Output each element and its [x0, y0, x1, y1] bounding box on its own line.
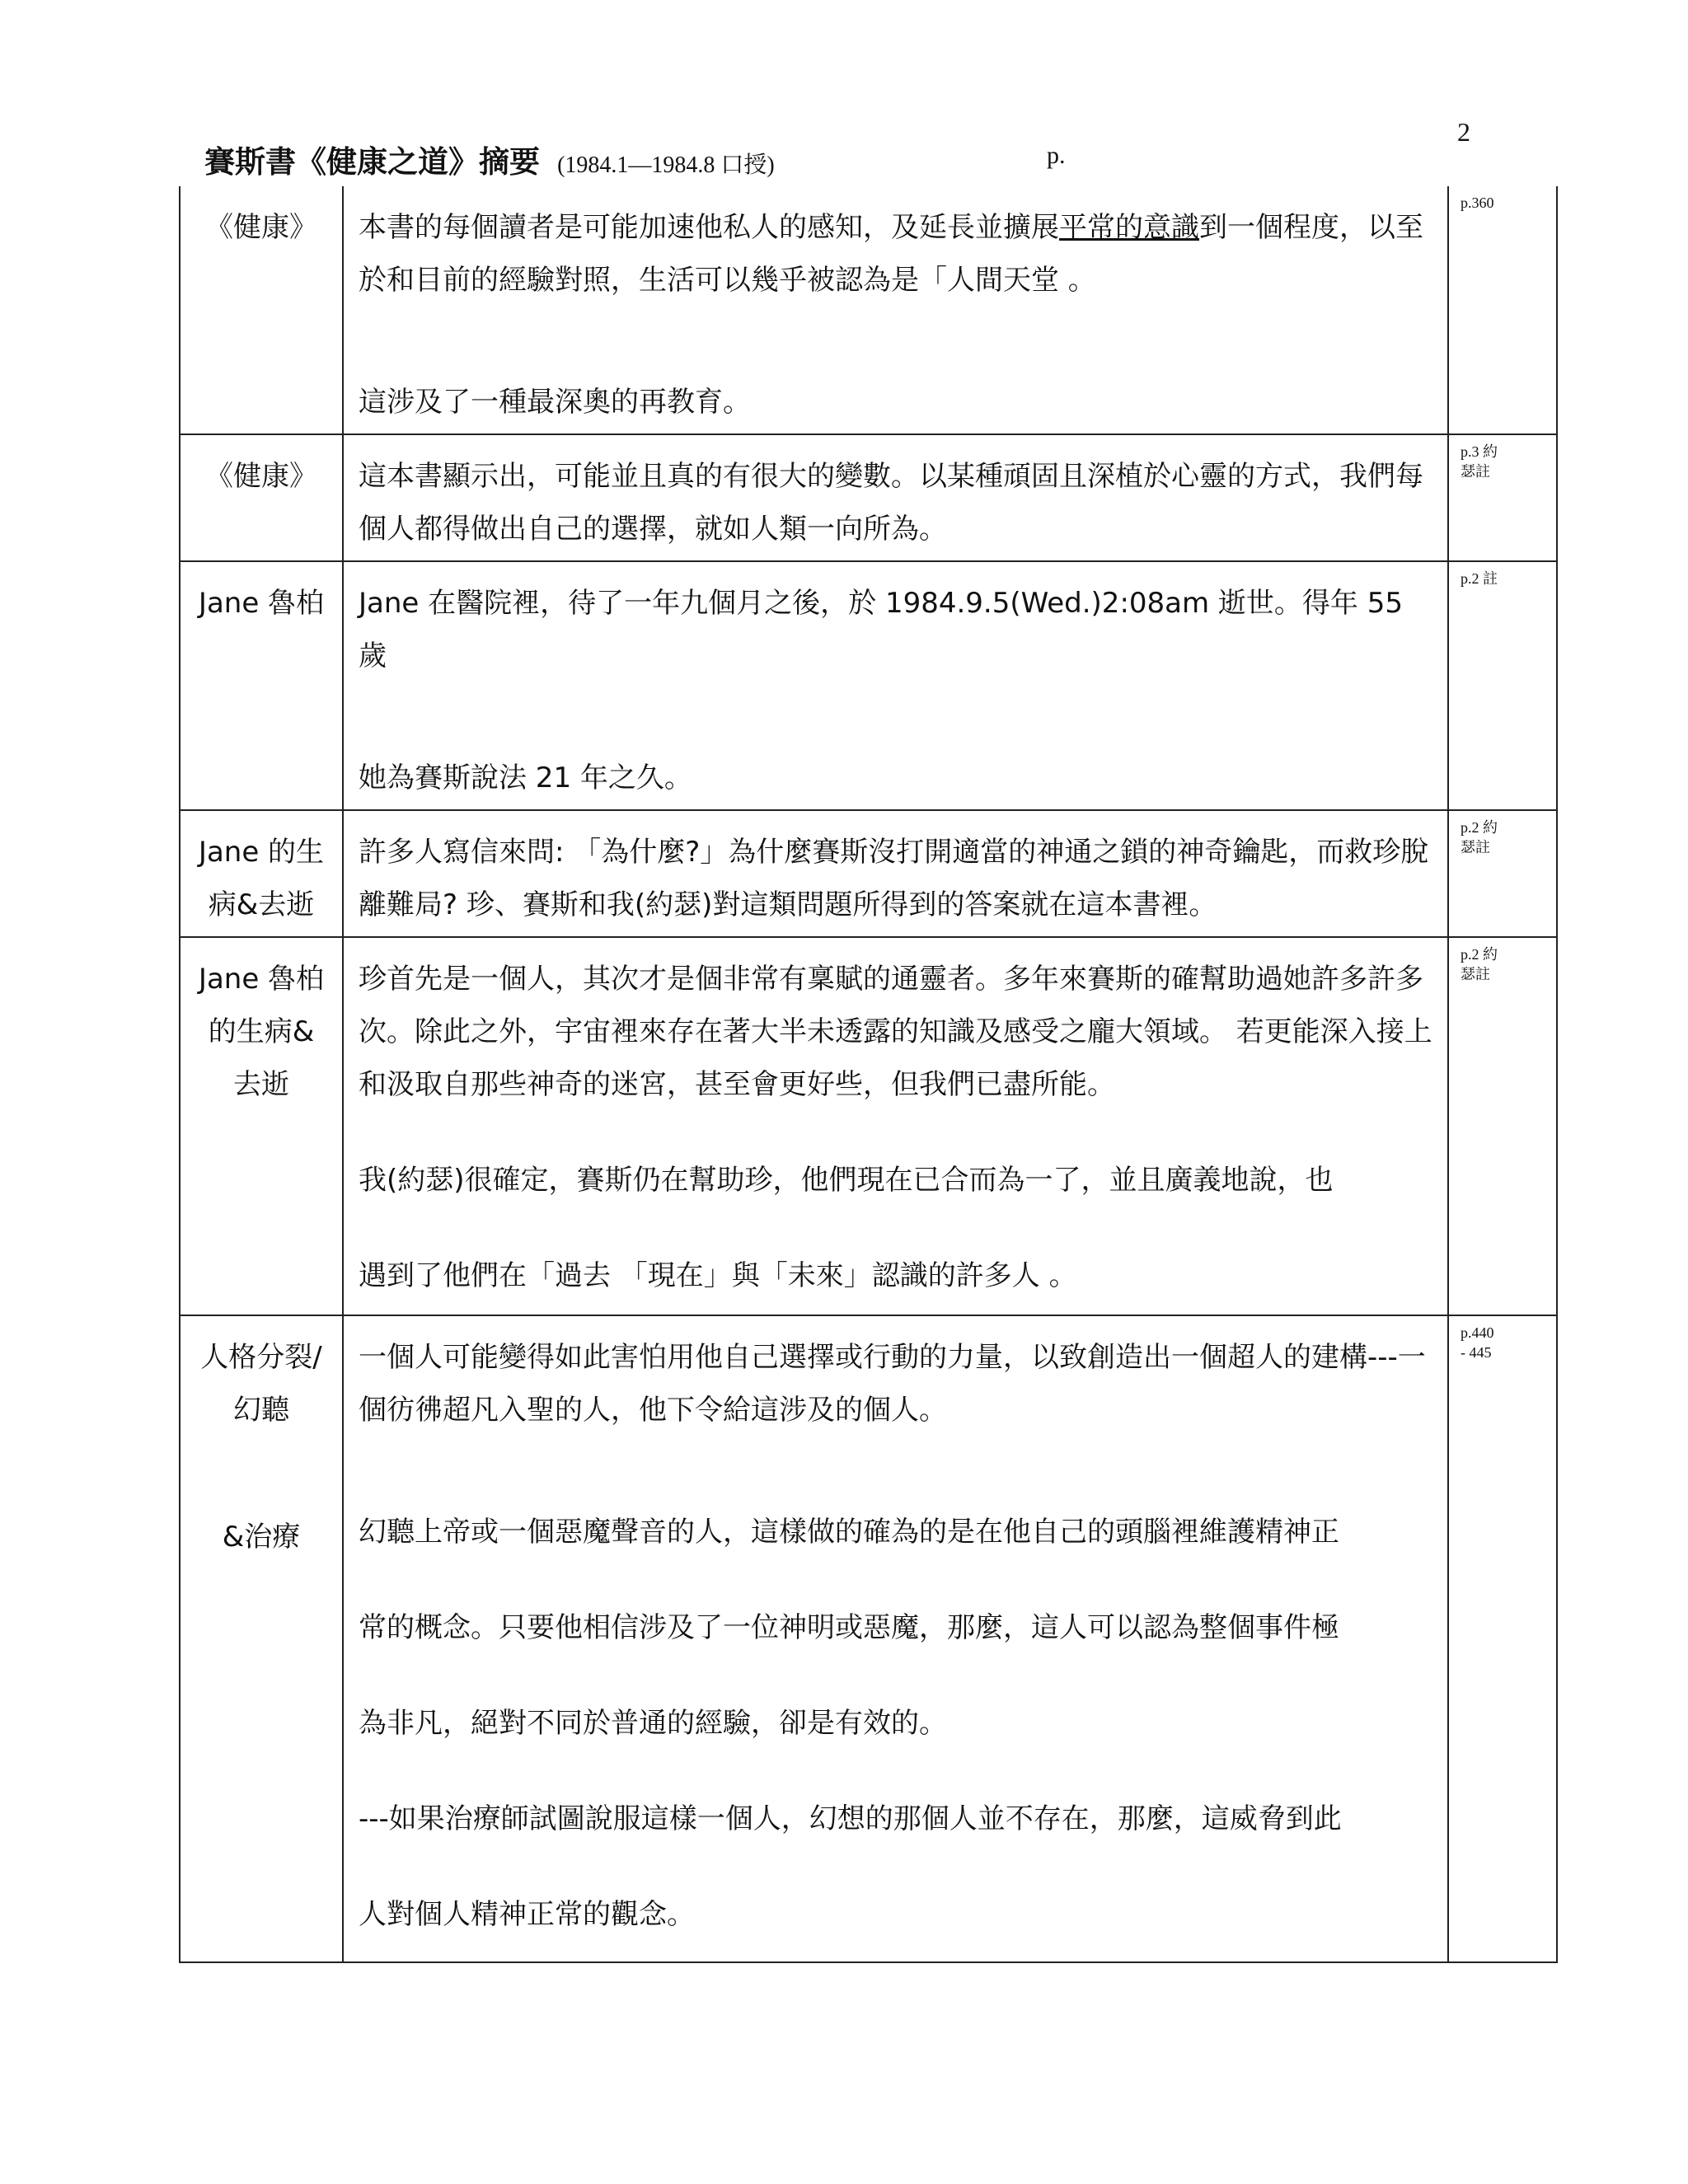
- topic-cell: [180, 561, 343, 810]
- text-cell: [343, 561, 1448, 810]
- page-ref: p.3 約: [1461, 443, 1498, 460]
- page-ref: p.440: [1461, 1324, 1494, 1341]
- topic-label: 人格分裂/: [200, 1341, 322, 1374]
- table-row: [180, 810, 1557, 937]
- paragraph: 這涉及了一種最深奧的再教育。: [359, 386, 751, 419]
- topic-cell: [180, 1315, 343, 1962]
- topic-label: 去逝: [233, 1068, 289, 1101]
- page-ref: - 445: [1461, 1344, 1492, 1361]
- paragraph: ---如果治療師試圖說服這樣一個人，幻想的那個人並不存在，那麼，這威脅到此: [359, 1802, 1342, 1835]
- page-ref: 瑟註: [1461, 839, 1490, 855]
- text-cell: [343, 1315, 1448, 1962]
- paragraph: 遇到了他們在「過去 「現在」與「未來」認識的許多人 。: [359, 1259, 1077, 1292]
- topic-label: Jane 魯柏: [198, 963, 325, 996]
- page-ref-cell: [1448, 186, 1557, 434]
- paragraph: 幻聽上帝或一個惡魔聲音的人，這樣做的確為的是在他自己的頭腦裡維護精神正: [359, 1516, 1339, 1549]
- page-ref-cell: [1448, 1315, 1557, 1962]
- page-ref-cell: [1448, 810, 1557, 937]
- topic-label: 《健康》: [205, 460, 317, 493]
- underlined-phrase: 平常的意識: [1059, 211, 1199, 244]
- page-ref-cell: [1448, 937, 1557, 1315]
- topic-cell: [180, 186, 343, 434]
- paragraph: 為非凡，絕對不同於普通的經驗，卻是有效的。: [359, 1707, 947, 1740]
- document-title: 賽斯書《健康之道》摘要: [204, 143, 540, 180]
- page-marker: p.: [1047, 142, 1066, 169]
- table-row: [180, 937, 1557, 1315]
- text-cell: [343, 186, 1448, 434]
- table-row: [180, 434, 1557, 561]
- topic-label: 《健康》: [205, 211, 317, 244]
- paragraph: 這本書顯示出，可能並且真的有很大的變數。以某種頑固且深植於心靈的方式，我們每個人都得做出自己的選擇，就如人類一向所為。: [359, 460, 1423, 546]
- text-cell: [343, 434, 1448, 561]
- summary-table: [179, 186, 1558, 1963]
- paragraph: 許多人寫信來問: 「為什麼?」為什麼賽斯沒打開適當的神通之鎖的神奇鑰匙，而救珍脫離難局? 珍、賽斯和我(約瑟)對這類問題所得到的答案就在這本書裡。: [359, 836, 1429, 921]
- page-ref: p.2 約: [1461, 946, 1498, 963]
- topic-label: 幻聽: [233, 1394, 289, 1427]
- topic-label: [181, 1436, 342, 1511]
- paragraph: Jane 在醫院裡，待了一年九個月之後，於 1984.9.5(Wed.)2:08am 逝世。得年 55 歲: [359, 587, 1403, 673]
- table-row: [180, 561, 1557, 810]
- topic-label: 的生病&: [208, 1015, 315, 1048]
- page-ref-cell: [1448, 434, 1557, 561]
- paragraph: 她為賽斯說法 21 年之久。: [359, 762, 692, 794]
- page-ref: 瑟註: [1461, 966, 1490, 982]
- text-cell: [343, 937, 1448, 1315]
- paragraph: 一個人可能變得如此害怕用他自己選擇或行動的力量，以致創造出一個超人的建構---一個彷彿超凡入聖的人，他下令給這涉及的個人。: [359, 1341, 1426, 1427]
- table-row: [180, 186, 1557, 434]
- page-ref: p.360: [1461, 194, 1494, 211]
- table-row: [180, 1315, 1557, 1962]
- paragraph: 珍首先是一個人，其次才是個非常有稟賦的通靈者。多年來賽斯的確幫助過她許多許多次。除此之外，宇宙裡來存在著大半未透露的知識及感受之龐大領域。 若更能深入接上和汲取自那些神奇的迷宮，甚至會更好些，但我們已盡所能。: [359, 963, 1432, 1101]
- topic-label: Jane 魯柏: [198, 587, 325, 620]
- dictation-dates: (1984.1—1984.8 口授): [557, 152, 775, 178]
- topic-label: &治療: [222, 1521, 301, 1554]
- page-ref-cell: [1448, 561, 1557, 810]
- text-cell: [343, 810, 1448, 937]
- topic-label: Jane 的生: [198, 836, 325, 869]
- paragraph: 常的概念。只要他相信涉及了一位神明或惡魔，那麼，這人可以認為整個事件極: [359, 1611, 1339, 1644]
- page-ref: p.2 約: [1461, 819, 1498, 836]
- topic-label: 病&去逝: [208, 888, 315, 921]
- paragraph: 我(約瑟)很確定，賽斯仍在幫助珍，他們現在已合而為一了，並且廣義地說，也: [359, 1164, 1334, 1197]
- page-number: 2: [1457, 117, 1470, 147]
- paragraph: 本書的每個讀者是可能加速他私人的感知，及延長並擴展平常的意識到一個程度，以至於和目前的經驗對照，生活可以幾乎被認為是「人間天堂 。: [359, 211, 1423, 297]
- page-ref: 瑟註: [1461, 463, 1490, 480]
- paragraph: 人對個人精神正常的觀念。: [359, 1898, 695, 1931]
- document-header: [204, 137, 1441, 181]
- topic-cell: [180, 434, 343, 561]
- topic-cell: [180, 810, 343, 937]
- topic-cell: [180, 937, 343, 1315]
- page-ref: p.2 註: [1461, 570, 1498, 587]
